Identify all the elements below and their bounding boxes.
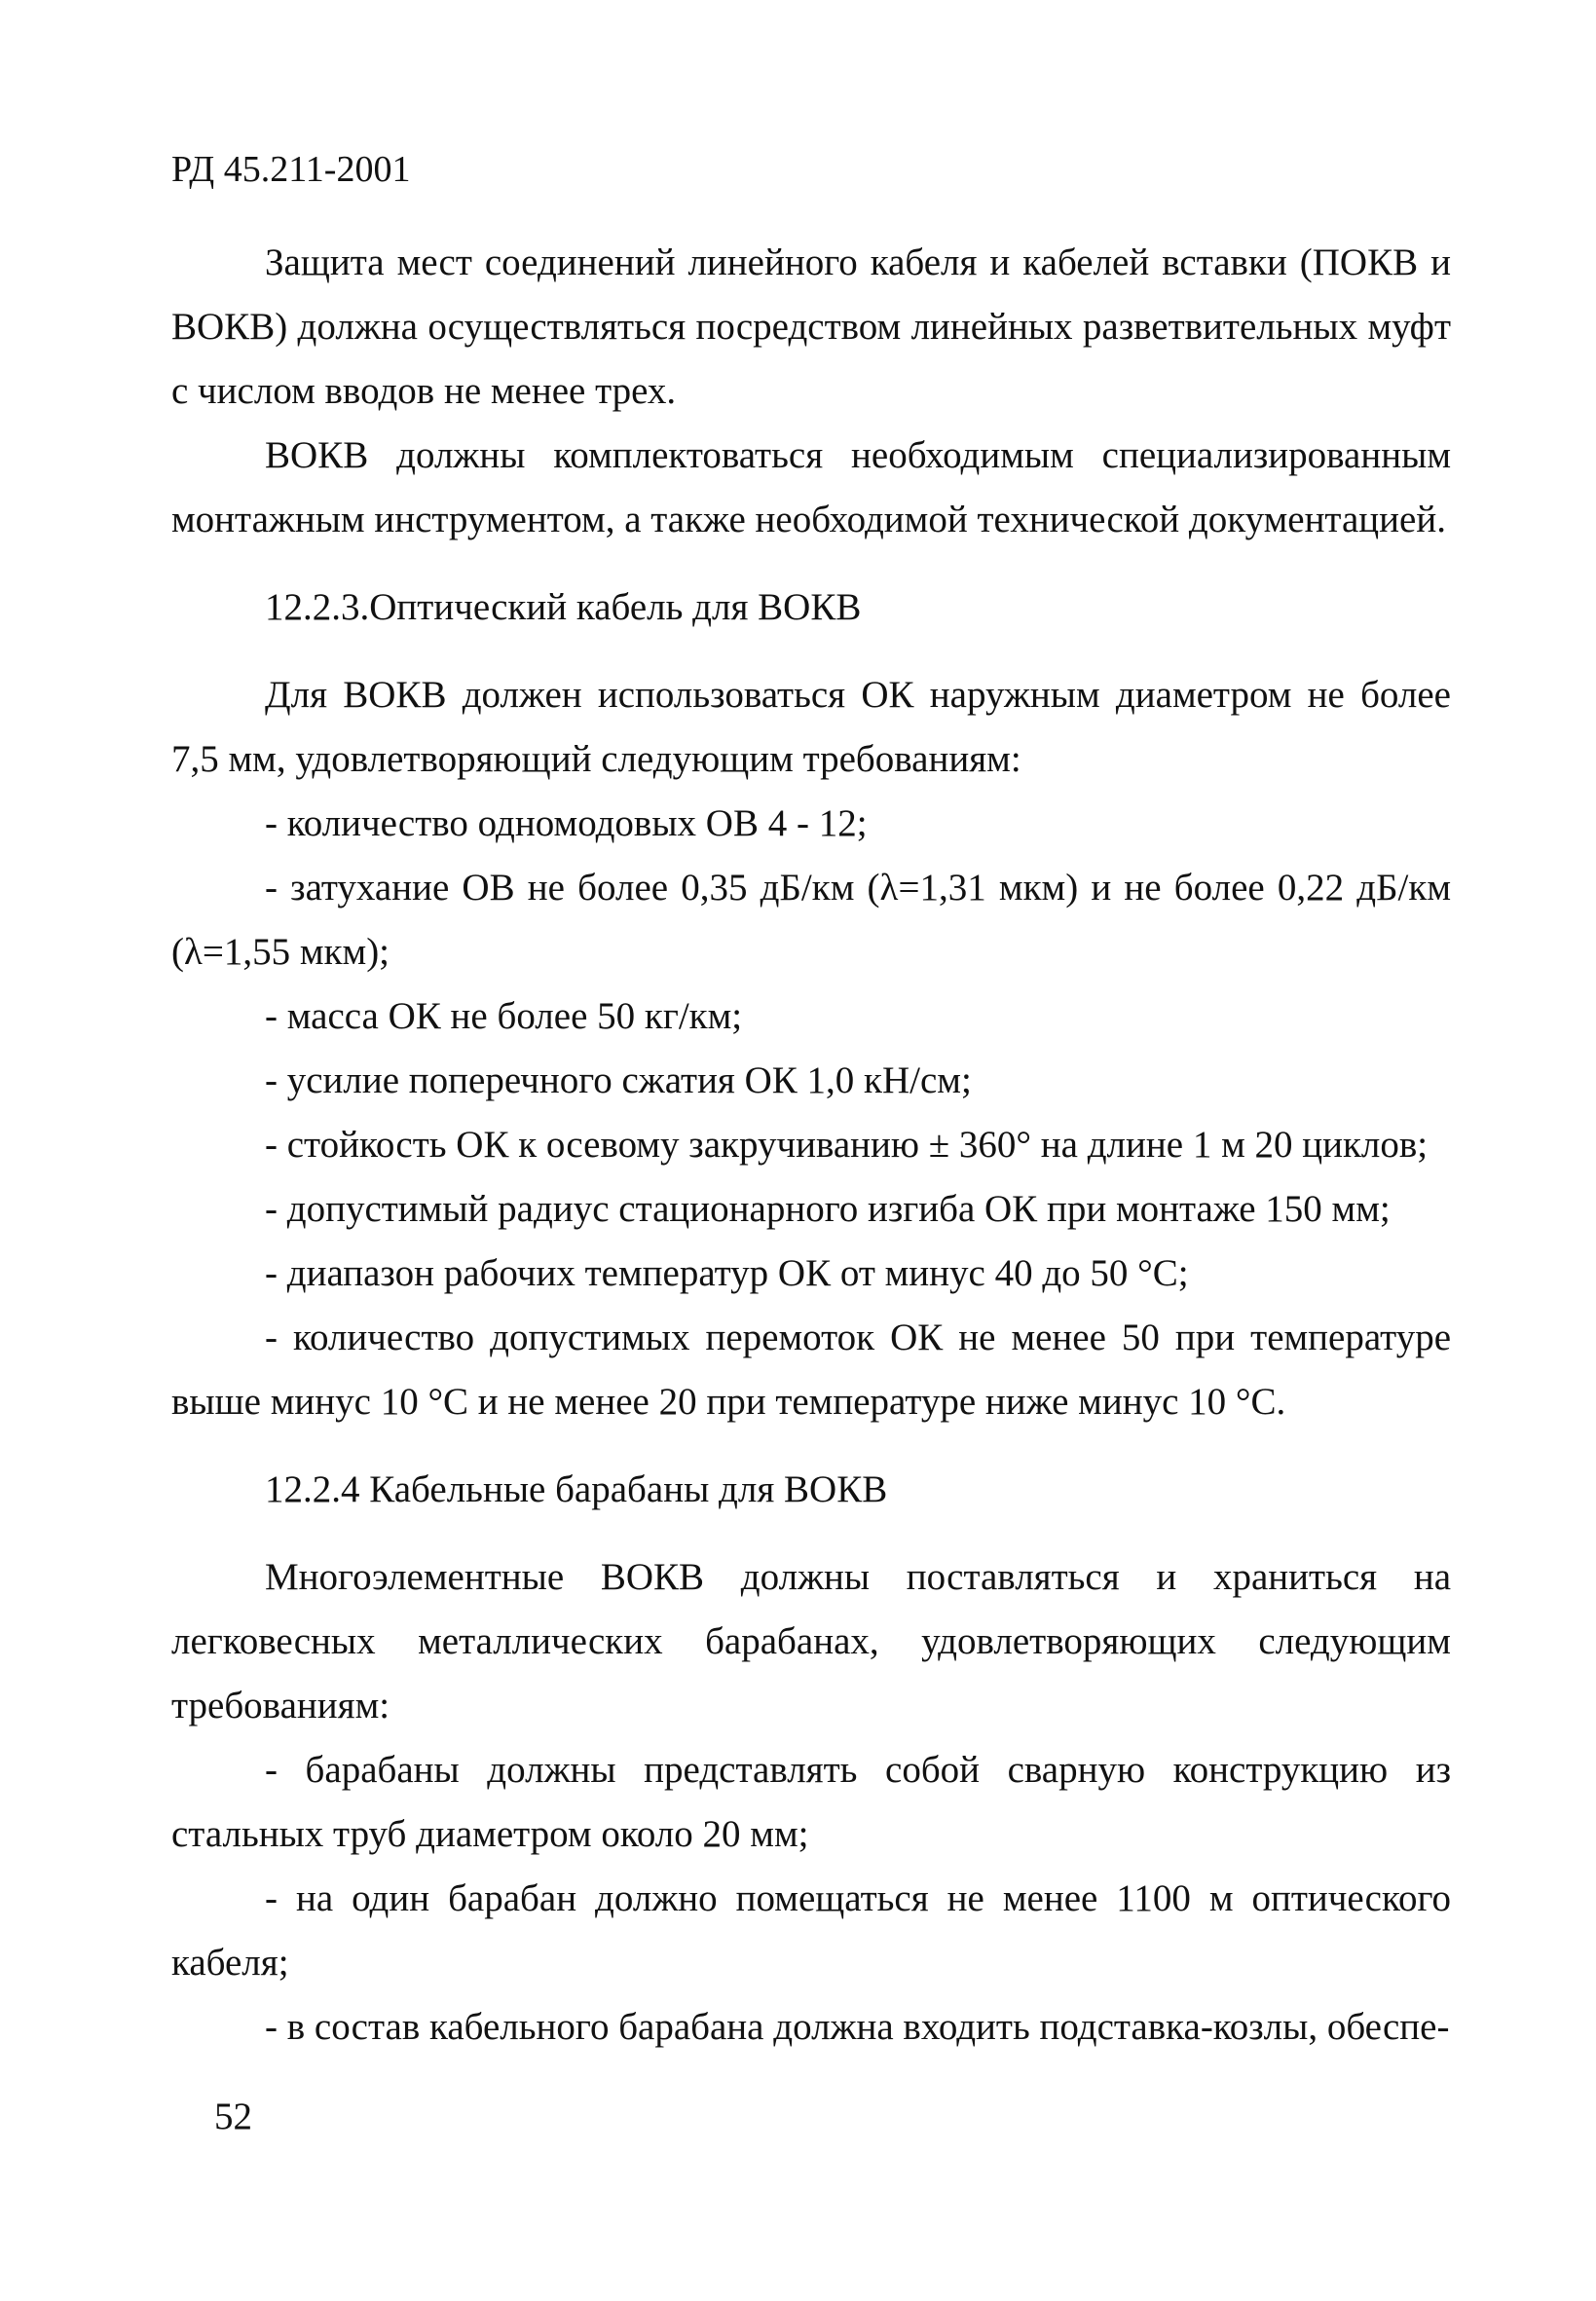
list-item-rewinds: - количество допустимых перемоток ОК не менее 50 при температуре выше минус 10 °С и не менее 20 при температуре ниже минус 10 °С. — [171, 1317, 1451, 1423]
page-number: 52 — [214, 2096, 252, 2137]
list-item-drum-capacity: - на один барабан должно помещаться не менее 1100 м оптического кабеля; — [171, 1877, 1451, 1984]
list-item-drum-construction: - барабаны должны представлять собой сварную конструкцию из стальных труб диаметром около 20 мм; — [171, 1749, 1451, 1855]
list-item-fiber-count: - количество одномодовых ОВ 4 - 12; — [265, 802, 868, 844]
document-code: РД 45.211-2001 — [171, 149, 411, 190]
list-item-mass: - масса ОК не более 50 кг/км; — [265, 995, 743, 1037]
paragraph-cable-intro: Для ВОКВ должен использоваться ОК наружным диаметром не более 7,5 мм, удовлетворяющий следующим требованиям: — [171, 674, 1451, 780]
list-item-torsion: - стойкость ОК к осевому закручиванию ± 360° на длине 1 м 20 циклов; — [265, 1124, 1429, 1166]
list-item-attenuation: - затухание ОВ не более 0,35 дБ/км (λ=1,31 мкм) и не более 0,22 дБ/км (λ=1,55 мкм); — [171, 867, 1451, 973]
paragraph-tools-documentation: ВОКВ должны комплектоваться необходимым специализированным монтажным инструментом, а также необходимой технической документацией. — [171, 434, 1451, 540]
list-item-crush-force: - усилие поперечного сжатия ОК 1,0 кН/см; — [265, 1059, 972, 1101]
list-item-temperature-range: - диапазон рабочих температур ОК от минус 40 до 50 °С; — [265, 1252, 1189, 1294]
list-item-bend-radius: - допустимый радиус стационарного изгиба ОК при монтаже 150 мм; — [265, 1188, 1391, 1230]
list-item-drum-stand: - в состав кабельного барабана должна входить подставка-козлы, обеспе- — [265, 2006, 1450, 2048]
paragraph-drums-intro: Многоэлементные ВОКВ должны поставляться и храниться на легковесных металлических барабанах, удовлетворяющих следующим требованиям: — [171, 1556, 1451, 1726]
document-body — [171, 231, 1451, 2060]
paragraph-joint-protection: Защита мест соединений линейного кабеля и кабелей вставки (ПОКВ и ВОКВ) должна осуществляться посредством линейных разветвительных муфт с числом вводов не менее трех. — [171, 241, 1451, 412]
section-heading-12-2-3: 12.2.3.Оптический кабель для ВОКВ — [265, 586, 862, 628]
section-heading-12-2-4: 12.2.4 Кабельные барабаны для ВОКВ — [265, 1468, 888, 1510]
